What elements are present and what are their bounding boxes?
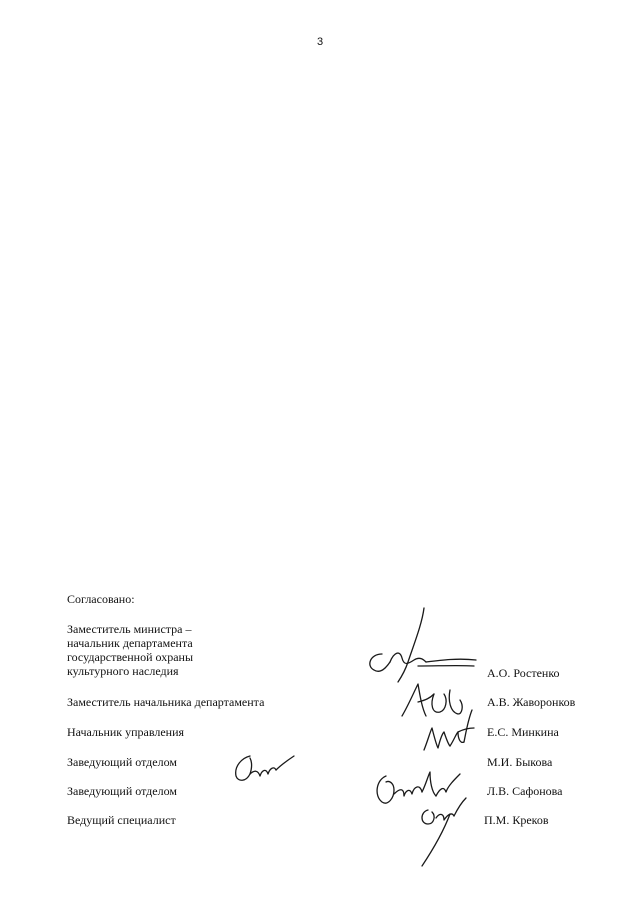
signature-4	[228, 752, 298, 793]
position-line: государственной охраны	[67, 650, 194, 664]
signatory-1-position	[67, 622, 193, 678]
page-number: 3	[316, 36, 324, 48]
position-line: Заместитель начальника департамента	[67, 695, 265, 709]
approval-heading: Согласовано:	[67, 592, 135, 606]
signature-3	[418, 704, 478, 765]
position-line: культурного наследия	[67, 664, 179, 678]
position-line: Заведующий отделом	[67, 784, 177, 798]
signatory-3-position	[67, 725, 184, 739]
position-line: начальник департамента	[67, 636, 193, 650]
signature-5	[372, 766, 464, 817]
position-line: Ведущий специалист	[67, 813, 176, 827]
signatory-6-name: П.М. Креков	[484, 813, 549, 827]
signature-1	[362, 604, 482, 699]
signatory-2-position	[67, 695, 264, 709]
signatory-5-name: Л.В. Сафонова	[487, 784, 563, 798]
position-line: Заведующий отделом	[67, 755, 177, 769]
signatory-4-position	[67, 755, 177, 769]
signatory-5-position	[67, 784, 177, 798]
signature-6	[414, 796, 472, 875]
signatory-2-name: А.В. Жаворонков	[487, 695, 576, 709]
position-line: Начальник управления	[67, 725, 185, 739]
signatory-4-name: М.И. Быкова	[487, 755, 553, 769]
signatory-3-name: Е.С. Минкина	[487, 725, 559, 739]
position-line: Заместитель министра –	[67, 622, 192, 636]
signature-2	[396, 676, 468, 729]
signatory-6-position	[67, 813, 176, 827]
signatory-1-name: А.О. Ростенко	[487, 666, 560, 680]
